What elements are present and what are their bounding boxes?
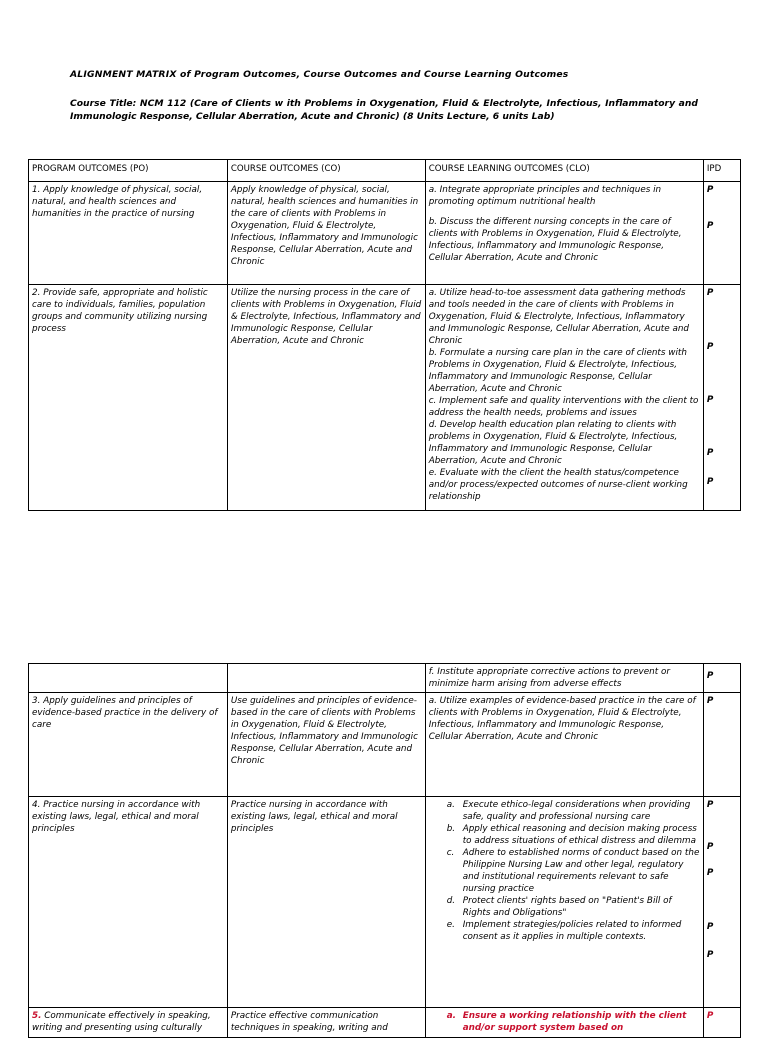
table-row	[29, 797, 741, 1008]
ipd-value: P	[706, 671, 714, 681]
alignment-matrix-table-2	[28, 663, 741, 1038]
ipd-value: P	[706, 1011, 714, 1021]
clo-item: f. Institute appropriate corrective actions to prevent or minimize harm arising from adverse effects	[425, 664, 703, 693]
ipd-value: P	[706, 288, 714, 298]
list-item: a. Ensure a working relationship with the client and/or support system based on	[446, 1011, 687, 1033]
header-ipd: IPD	[703, 160, 740, 182]
list-item: c. Adhere to established norms of conduct based on the Philippine Nursing Law and other legal, regulatory and institutional requirements relevant to safe nursing practice	[446, 848, 700, 894]
program-outcome: 2. Provide safe, appropriate and holistic care to individuals, families, population groups and community utilizing nursing process	[29, 285, 228, 511]
ipd-cell	[703, 664, 740, 693]
ipd-value: P	[706, 342, 714, 352]
clo-item: a. Utilize examples of evidence-based practice in the care of clients with Problems in Oxygenation, Fluid & Electrolyte, Infectious, Inflammatory and Immunologic Response, Cellular Aberration, Acute and Chronic	[425, 693, 703, 797]
table-header-row	[29, 160, 741, 182]
table-row	[29, 182, 741, 285]
list-item: d. Protect clients' rights based on "Patient's Bill of Rights and Obligations"	[446, 896, 672, 918]
ipd-value: P	[706, 477, 714, 487]
program-outcome: 5. Communicate effectively in speaking, writing and presenting using culturally	[29, 1008, 228, 1038]
course-outcome: Apply knowledge of physical, social, natural, health sciences and humanities in the care of clients with Problems in Oxygenation, Fluid & Electrolyte, Infectious, Inflammatory and Immunologic Response, Cellular Aberration, Acute and Chronic	[227, 182, 425, 285]
program-outcome: 3. Apply guidelines and principles of evidence-based practice in the delivery of care	[29, 693, 228, 797]
clo-item: e. Evaluate with the client the health status/competence and/or process/expected outcomes of nurse-client working relationship	[428, 468, 688, 502]
clo-item: a. Utilize head-to-toe assessment data gathering methods and tools needed in the care of clients with Problems in Oxygenation, Fluid & Electrolyte, Infectious, Inflammatory and Immunologic Response, Cellular Aberration, Acute and Chronic	[428, 288, 690, 346]
document-title: ALIGNMENT MATRIX of Program Outcomes, Course Outcomes and Course Learning Outcomes	[70, 69, 569, 80]
clo-item: b. Discuss the different nursing concepts in the care of clients with Problems in Oxygenation, Fluid & Electrolyte, Infectious, Inflammatory and Immunologic Response, Cellular Aberration, Acute and Chronic	[428, 217, 682, 263]
ipd-value: P	[706, 950, 714, 960]
course-outcome: Utilize the nursing process in the care of clients with Problems in Oxygenation, Fluid & Electrolyte, Infectious, Inflammatory and Immunologic Response, Cellular Aberration, Acute and Chronic	[227, 285, 425, 511]
list-item: a. Execute ethico-legal considerations when providing safe, quality and professional nursing care	[446, 800, 691, 822]
course-outcome: Practice nursing in accordance with existing laws, legal, ethical and moral principles	[227, 797, 425, 1008]
list-item: e. Implement strategies/policies related to informed consent as it applies in multiple contexts.	[446, 920, 682, 942]
list-item: b. Apply ethical reasoning and decision making process to address situations of ethical distress and dilemma	[446, 824, 697, 846]
header-co: COURSE OUTCOMES (CO)	[227, 160, 425, 182]
clo-item: a. Integrate appropriate principles and techniques in promoting optimum nutritional health	[428, 185, 662, 207]
program-outcome-empty	[29, 664, 228, 693]
course-learning-outcomes	[425, 182, 703, 285]
course-title: Course Title: NCM 112 (Care of Clients w ith Problems in Oxygenation, Fluid & Electrolyte, Infectious, Inflammatory and Immunologic Response, Cellular Aberration, Acute and Chronic) (8 Units Lecture, 6 units Lab)	[70, 98, 698, 122]
table-row	[29, 693, 741, 797]
ipd-value: P	[706, 800, 714, 810]
alignment-matrix-table-1	[28, 159, 741, 511]
ipd-value: P	[706, 842, 714, 852]
header-po: PROGRAM OUTCOMES (PO)	[29, 160, 228, 182]
ipd-value: P	[706, 922, 714, 932]
ipd-cell	[703, 285, 740, 511]
header-clo: COURSE LEARNING OUTCOMES (CLO)	[425, 160, 703, 182]
course-outcome: Practice effective communication techniques in speaking, writing and	[227, 1008, 425, 1038]
ipd-cell	[703, 797, 740, 1008]
ipd-cell	[703, 1008, 740, 1038]
table-row	[29, 664, 741, 693]
table-row	[29, 285, 741, 511]
ipd-value: P	[706, 395, 714, 405]
clo-item: c. Implement safe and quality interventions with the client to address the health needs, problems and issues	[428, 396, 699, 418]
ipd-value: P	[706, 868, 714, 878]
clo-list	[429, 799, 700, 943]
clo-item: b. Formulate a nursing care plan in the care of clients with Problems in Oxygenation, Fluid & Electrolyte, Infectious, Inflammatory and Immunologic Response, Cellular Aberration, Acute and Chronic	[428, 348, 687, 394]
course-outcome-empty	[227, 664, 425, 693]
ipd-value: P	[706, 448, 714, 458]
course-learning-outcomes	[425, 797, 703, 1008]
course-outcome: Use guidelines and principles of evidence-based in the care of clients with Problems in Oxygenation, Fluid & Electrolyte, Infectious, Inflammatory and Immunologic Response, Cellular Aberration, Acute and Chronic	[227, 693, 425, 797]
program-outcome: 4. Practice nursing in accordance with existing laws, legal, ethical and moral principles	[29, 797, 228, 1008]
clo-item: d. Develop health education plan relating to clients with problems in Oxygenation, Fluid & Electrolyte, Infectious, Inflammatory and Immunologic Response, Cellular Aberration, Acute and Chronic	[428, 420, 678, 466]
ipd-value: P	[706, 696, 714, 706]
program-outcome: 1. Apply knowledge of physical, social, natural, and health sciences and humanities in the practice of nursing	[29, 182, 228, 285]
ipd-cell	[703, 693, 740, 797]
table-row	[29, 1008, 741, 1038]
ipd-value: P	[706, 185, 714, 195]
ipd-value: P	[706, 221, 714, 231]
ipd-cell	[703, 182, 740, 285]
course-learning-outcomes	[425, 285, 703, 511]
clo-list	[429, 1010, 700, 1034]
course-learning-outcomes	[425, 1008, 703, 1038]
